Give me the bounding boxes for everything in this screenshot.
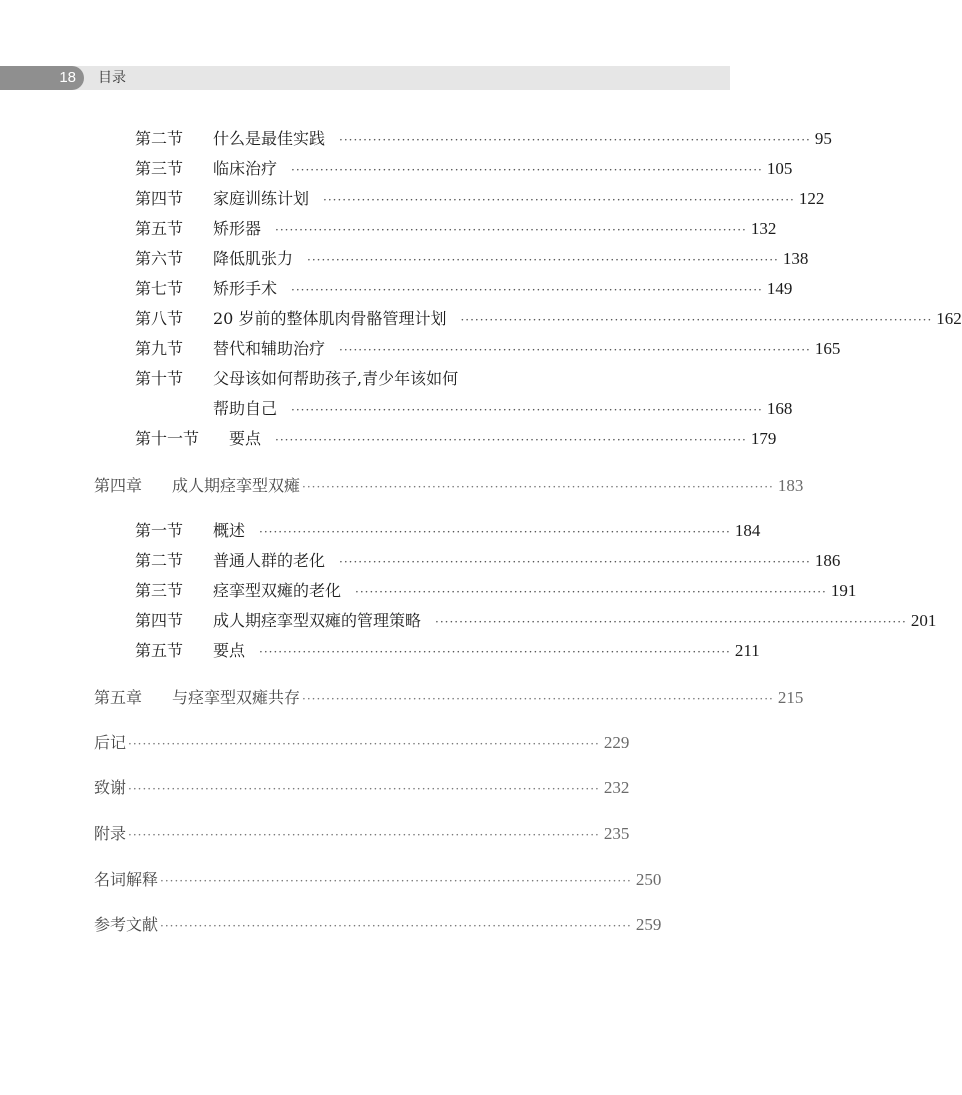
section-title: 20 岁前的整体肌肉骨骼管理计划	[213, 309, 447, 328]
toc-entry[interactable]	[135, 428, 777, 451]
page-ref: 184	[734, 521, 761, 540]
toc-entry[interactable]	[135, 278, 793, 301]
section-title: 替代和辅助治疗	[213, 339, 326, 358]
page-ref: 105	[766, 159, 793, 178]
section-title: 成人期痉挛型双瘫的管理策略	[213, 611, 422, 630]
section-number: 第三节	[135, 581, 184, 600]
toc-backmatter-entry[interactable]	[94, 732, 630, 755]
toc-entry[interactable]	[135, 550, 841, 573]
section-title: 帮助自己	[213, 399, 278, 418]
entry-title: 附录	[94, 824, 127, 843]
dot-leader: ··································································································	[323, 193, 795, 207]
toc-chapter-entry[interactable]	[94, 475, 804, 498]
page-ref: 229	[603, 733, 630, 752]
page-number: 18	[59, 69, 76, 86]
page-ref: 186	[814, 551, 841, 570]
dot-leader: ··································································································	[259, 525, 731, 539]
toc-backmatter-entry[interactable]	[94, 914, 662, 937]
toc-entry[interactable]	[135, 338, 841, 361]
section-title: 普通人群的老化	[213, 551, 326, 570]
section-number: 第四节	[135, 611, 184, 630]
toc-entry[interactable]	[135, 188, 825, 211]
dot-leader: ··································································································	[339, 133, 811, 147]
entry-title: 参考文献	[94, 915, 159, 934]
dot-leader: ··································································································	[435, 615, 907, 629]
section-number: 第四节	[135, 189, 184, 208]
page-ref: 162	[936, 309, 962, 328]
section-number: 第一节	[135, 521, 184, 540]
toc-entry[interactable]	[135, 580, 857, 603]
section-number: 第八节	[135, 309, 184, 328]
section-number: 第七节	[135, 279, 184, 298]
page-ref: 235	[603, 824, 630, 843]
toc-chapter-entry[interactable]	[94, 687, 804, 710]
dot-leader: ··································································································	[291, 403, 763, 417]
chapter-title: 与痉挛型双瘫共存	[172, 688, 301, 707]
toc-entry[interactable]	[135, 308, 962, 331]
page-ref: 138	[782, 249, 809, 268]
section-number: 第十节	[135, 369, 184, 388]
section-title: 什么是最佳实践	[213, 129, 326, 148]
page-ref: 211	[734, 641, 760, 660]
section-title: 痉挛型双瘫的老化	[213, 581, 342, 600]
section-number: 第二节	[135, 551, 184, 570]
section-title: 临床治疗	[213, 159, 278, 178]
page-ref: 259	[635, 915, 662, 934]
toc-entry[interactable]	[135, 640, 760, 663]
page-ref: 165	[814, 339, 841, 358]
section-number: 第二节	[135, 129, 184, 148]
toc-entry[interactable]	[135, 128, 832, 151]
dot-leader: ··································································································	[128, 828, 600, 842]
page-ref: 215	[777, 688, 804, 707]
page-ref: 183	[777, 476, 804, 495]
dot-leader: ··································································································	[160, 919, 632, 933]
running-header	[0, 66, 730, 90]
page-number-tab	[0, 66, 84, 90]
section-title: 矫形器	[213, 219, 262, 238]
section-number: 第三节	[135, 159, 184, 178]
toc-entry[interactable]	[135, 520, 761, 543]
dot-leader: ··································································································	[460, 313, 933, 327]
page-ref: 250	[635, 870, 662, 889]
chapter-title: 成人期痉挛型双瘫	[172, 476, 301, 495]
chapter-number: 第四章	[94, 476, 143, 495]
toc-entry[interactable]	[135, 368, 613, 390]
chapter-number: 第五章	[94, 688, 143, 707]
section-number: 第九节	[135, 339, 184, 358]
toc-backmatter-entry[interactable]	[94, 777, 630, 800]
toc-entry[interactable]	[135, 610, 937, 633]
dot-leader: ··································································································	[128, 737, 600, 751]
dot-leader: ··································································································	[307, 253, 779, 267]
page-ref: 232	[603, 778, 630, 797]
page-ref: 201	[910, 611, 937, 630]
page-ref: 95	[814, 129, 832, 148]
page-ref: 191	[830, 581, 857, 600]
dot-leader: ··································································································	[291, 163, 763, 177]
entry-title: 后记	[94, 733, 127, 752]
header-title: 目录	[98, 70, 126, 86]
page-ref: 132	[750, 219, 777, 238]
page-ref: 168	[766, 399, 793, 418]
section-title: 要点	[229, 429, 262, 448]
page-ref: 122	[798, 189, 825, 208]
section-title: 矫形手术	[213, 279, 278, 298]
entry-title: 致谢	[94, 778, 127, 797]
dot-leader: ··································································································	[160, 874, 632, 888]
toc-entry-continuation[interactable]	[213, 398, 793, 421]
dot-leader: ··································································································	[275, 223, 747, 237]
dot-leader: ··································································································	[302, 692, 774, 706]
dot-leader: ··································································································	[355, 585, 827, 599]
toc-entry[interactable]	[135, 158, 793, 181]
section-number: 第五节	[135, 219, 184, 238]
toc-entry[interactable]	[135, 218, 777, 241]
page-ref: 179	[750, 429, 777, 448]
section-title: 概述	[213, 521, 246, 540]
page-ref: 149	[766, 279, 793, 298]
section-title: 降低肌张力	[213, 249, 294, 268]
entry-title: 名词解释	[94, 870, 159, 889]
dot-leader: ··································································································	[259, 645, 731, 659]
dot-leader: ··································································································	[339, 555, 811, 569]
toc-entry[interactable]	[135, 248, 809, 271]
toc-backmatter-entry[interactable]	[94, 823, 630, 846]
section-title: 父母该如何帮助孩子,青少年该如何	[213, 369, 459, 388]
toc-backmatter-entry[interactable]	[94, 869, 662, 892]
section-number: 第六节	[135, 249, 184, 268]
dot-leader: ··································································································	[275, 433, 747, 447]
dot-leader: ··································································································	[339, 343, 811, 357]
dot-leader: ··································································································	[128, 782, 600, 796]
section-title: 家庭训练计划	[213, 189, 310, 208]
section-number: 第十一节	[135, 429, 200, 448]
dot-leader: ··································································································	[291, 283, 763, 297]
section-title: 要点	[213, 641, 246, 660]
section-number: 第五节	[135, 641, 184, 660]
dot-leader: ··································································································	[302, 480, 774, 494]
